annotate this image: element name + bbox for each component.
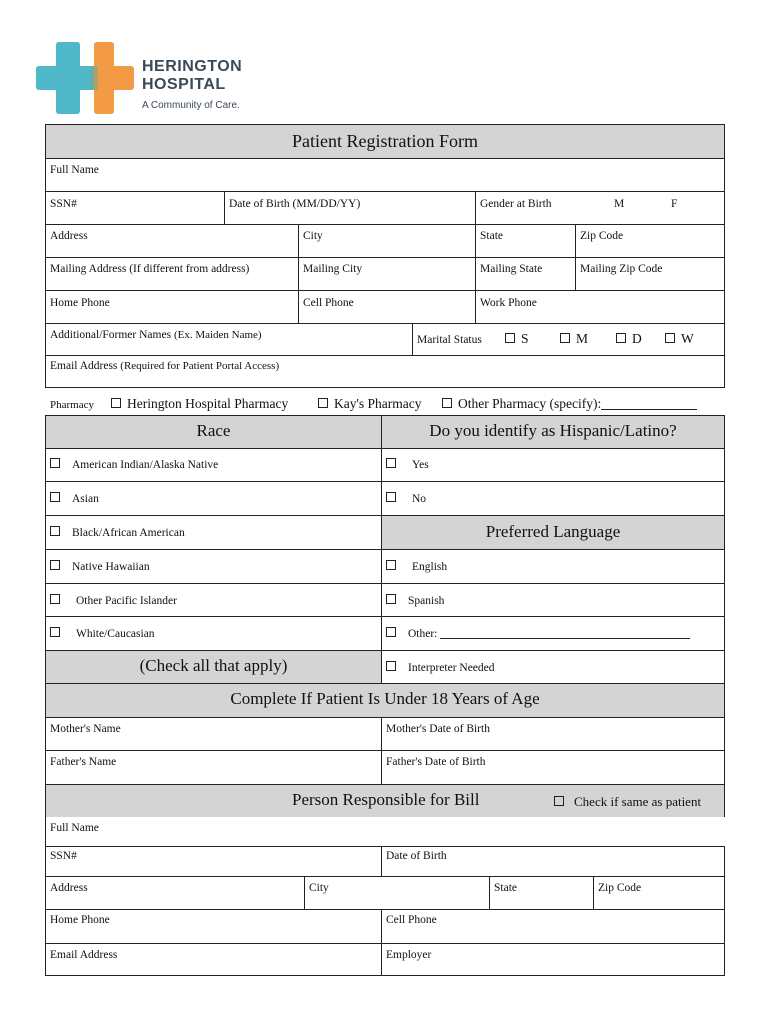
resp-city-field[interactable] [304, 876, 490, 910]
resp-home-phone-label: Home Phone [50, 914, 110, 926]
resp-city-label: City [309, 882, 329, 894]
resp-address-label: Address [50, 882, 88, 894]
checkbox-icon [386, 560, 396, 570]
father-name-label: Father's Name [50, 756, 117, 768]
language-header: Preferred Language [485, 522, 621, 541]
email-hint: (Required for Patient Portal Access) [120, 360, 280, 372]
race-option-native-hawaiian[interactable]: Native Hawaiian [50, 560, 150, 573]
race-footer: (Check all that apply) [139, 656, 288, 675]
resp-employer-field[interactable] [381, 943, 725, 976]
checkbox-icon [50, 458, 60, 468]
checkbox-icon [50, 594, 60, 604]
checkbox-icon [50, 627, 60, 637]
gender-m-option[interactable]: M [614, 198, 625, 210]
mother-name-label: Mother's Name [50, 723, 121, 735]
zip-label: Zip Code [580, 230, 624, 242]
checkbox-icon [442, 398, 452, 408]
race-option-white[interactable]: White/Caucasian [50, 627, 155, 640]
mailing-city-label: Mailing City [303, 263, 363, 275]
hispanic-option-no[interactable]: No [386, 492, 426, 505]
pharmacy-option-herington[interactable]: Herington Hospital Pharmacy [111, 396, 288, 412]
cell-phone-label: Cell Phone [303, 297, 354, 309]
checkbox-icon [50, 560, 60, 570]
checkbox-icon [386, 594, 396, 604]
gender-f-option[interactable]: F [671, 198, 678, 210]
gender-label: Gender at Birth [480, 198, 552, 210]
pharmacy-option-kays[interactable]: Kay's Pharmacy [318, 396, 422, 412]
resp-cell-phone-label: Cell Phone [386, 914, 437, 926]
checkbox-icon [50, 492, 60, 502]
pharmacy-other-blank[interactable] [601, 409, 697, 410]
former-names-label: Additional/Former Names (Ex. Maiden Name) [50, 329, 262, 341]
form-title: Patient Registration Form [292, 131, 478, 151]
dob-label: Date of Birth (MM/DD/YY) [229, 198, 361, 210]
resp-email-label: Email Address [50, 949, 118, 961]
resp-zip-label: Zip Code [598, 882, 642, 894]
email-label: Email Address (Required for Patient Portal Access) [50, 360, 280, 372]
hispanic-header: Do you identify as Hispanic/Latino? [429, 421, 677, 440]
checkbox-icon [386, 627, 396, 637]
checkbox-icon [505, 333, 515, 343]
language-option-english[interactable]: English [386, 560, 447, 573]
home-phone-label: Home Phone [50, 297, 110, 309]
checkbox-icon [554, 796, 564, 806]
address-label: Address [50, 230, 88, 242]
resp-ssn-field[interactable] [45, 846, 382, 877]
mailing-state-label: Mailing State [480, 263, 543, 275]
checkbox-icon [560, 333, 570, 343]
father-dob-label: Father's Date of Birth [386, 756, 486, 768]
resp-state-label: State [494, 882, 517, 894]
language-option-spanish[interactable]: Spanish [386, 594, 444, 607]
former-names-hint: (Ex. Maiden Name) [173, 329, 262, 341]
full-name-field[interactable] [45, 158, 725, 192]
resp-full-name-label: Full Name [50, 822, 99, 834]
hospital-logo [36, 42, 246, 116]
race-option-black[interactable]: Black/African American [50, 526, 185, 539]
language-option-other[interactable]: Other: [386, 627, 690, 640]
marital-option-m[interactable]: M [560, 331, 588, 347]
marital-status-label: Marital Status [417, 334, 482, 346]
mailing-address-label: Mailing Address (If different from address) [50, 263, 250, 275]
hospital-name-line1: HERINGTON [142, 58, 243, 75]
checkbox-icon [50, 526, 60, 536]
mother-dob-label: Mother's Date of Birth [386, 723, 490, 735]
responsible-header: Person Responsible for Bill [292, 790, 480, 809]
hospital-tagline: A Community of Care. [142, 100, 240, 111]
hospital-name-line2: HOSPITAL [142, 76, 226, 93]
pharmacy-option-other[interactable]: Other Pharmacy (specify): [442, 396, 697, 412]
checkbox-icon [386, 492, 396, 502]
hispanic-option-yes[interactable]: Yes [386, 458, 429, 471]
city-field[interactable] [298, 224, 476, 258]
marital-option-w[interactable]: W [665, 331, 694, 347]
hispanic-row [381, 481, 725, 516]
pharmacy-label: Pharmacy [50, 399, 94, 411]
resp-full-name-field[interactable] [45, 817, 725, 847]
race-header: Race [196, 421, 231, 440]
interpreter-needed-option[interactable]: Interpreter Needed [386, 661, 495, 674]
hispanic-row [381, 448, 725, 482]
language-other-blank[interactable] [440, 638, 690, 639]
resp-ssn-label: SSN# [50, 850, 77, 862]
cross-logo-icon [36, 42, 136, 114]
checkbox-icon [386, 458, 396, 468]
marital-option-s[interactable]: S [505, 331, 529, 347]
minor-header: Complete If Patient Is Under 18 Years of Age [230, 689, 540, 708]
race-option-american-indian[interactable]: American Indian/Alaska Native [50, 458, 218, 471]
state-label: State [480, 230, 503, 242]
race-option-asian[interactable]: Asian [50, 492, 99, 505]
checkbox-icon [616, 333, 626, 343]
marital-option-d[interactable]: D [616, 331, 642, 347]
resp-employer-label: Employer [386, 949, 432, 961]
race-option-pacific-islander[interactable]: Other Pacific Islander [50, 594, 177, 607]
ssn-label: SSN# [50, 198, 77, 210]
resp-dob-label: Date of Birth [386, 850, 447, 862]
checkbox-icon [386, 661, 396, 671]
same-as-patient-option[interactable]: Check if same as patient [554, 794, 701, 810]
checkbox-icon [318, 398, 328, 408]
full-name-label: Full Name [50, 164, 99, 176]
mailing-zip-label: Mailing Zip Code [580, 263, 663, 275]
checkbox-icon [111, 398, 121, 408]
checkbox-icon [665, 333, 675, 343]
work-phone-label: Work Phone [480, 297, 537, 309]
city-label: City [303, 230, 323, 242]
